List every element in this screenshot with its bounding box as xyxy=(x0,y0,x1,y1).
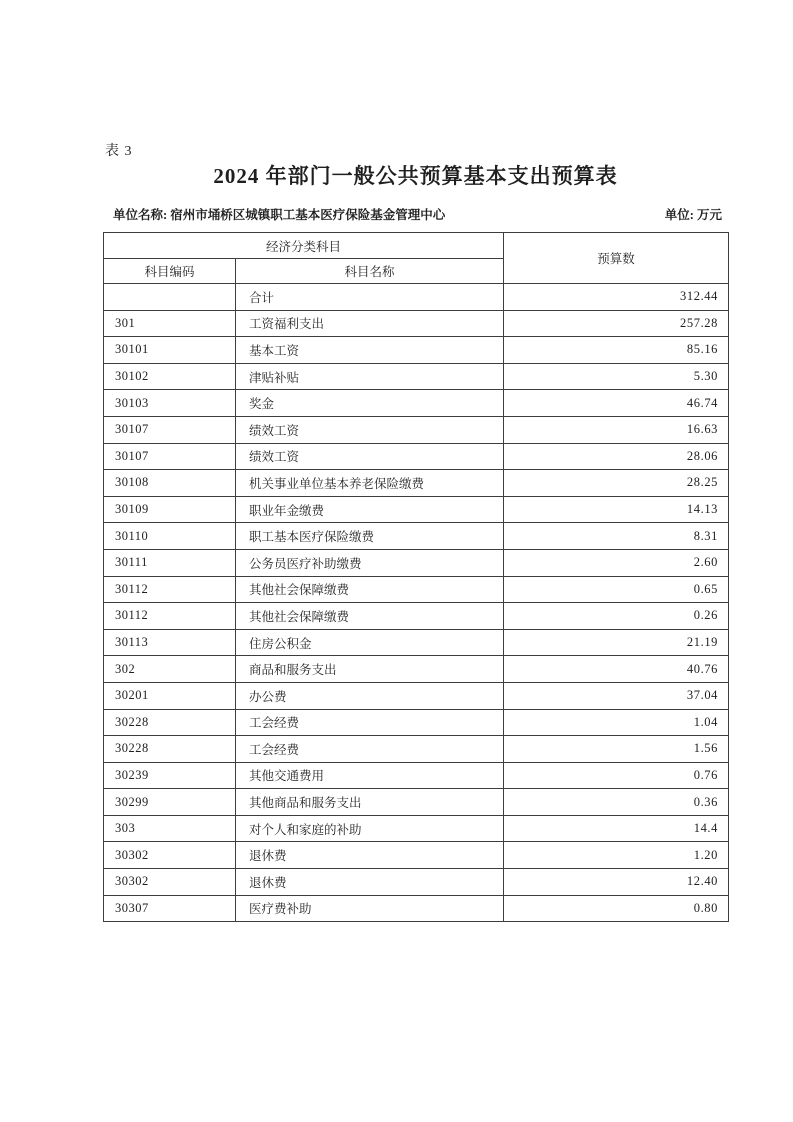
economic-classification-header: 经济分类科目 xyxy=(104,233,504,259)
table-row xyxy=(104,603,729,630)
cell-value: 28.06 xyxy=(504,443,729,470)
cell-code: 30201 xyxy=(104,682,236,709)
table-row xyxy=(104,629,729,656)
table-row xyxy=(104,337,729,364)
table-row xyxy=(104,363,729,390)
page-title: 2024 年部门一般公共预算基本支出预算表 xyxy=(213,164,618,188)
cell-value: 40.76 xyxy=(504,656,729,683)
budget-amount-header: 预算数 xyxy=(504,233,729,284)
table-row xyxy=(104,789,729,816)
table-row xyxy=(104,762,729,789)
cell-code: 30101 xyxy=(104,337,236,364)
table-row xyxy=(104,869,729,896)
cell-code: 30299 xyxy=(104,789,236,816)
cell-code: 301 xyxy=(104,310,236,337)
cell-code: 30302 xyxy=(104,869,236,896)
cell-value: 0.26 xyxy=(504,603,729,630)
cell-code: 30107 xyxy=(104,416,236,443)
cell-name: 职工基本医疗保险缴费 xyxy=(236,523,504,550)
cell-value: 46.74 xyxy=(504,390,729,417)
cell-code: 30102 xyxy=(104,363,236,390)
cell-code: 30111 xyxy=(104,549,236,576)
cell-value: 2.60 xyxy=(504,549,729,576)
cell-code: 30112 xyxy=(104,603,236,630)
table-row xyxy=(104,682,729,709)
cell-name: 其他交通费用 xyxy=(236,762,504,789)
cell-value: 1.20 xyxy=(504,842,729,869)
cell-name: 退休费 xyxy=(236,842,504,869)
cell-value: 14.13 xyxy=(504,496,729,523)
table-row xyxy=(104,576,729,603)
budget-table-header xyxy=(104,233,729,284)
table-row xyxy=(104,523,729,550)
cell-name: 绩效工资 xyxy=(236,416,504,443)
table-number-label: 表 3 xyxy=(105,144,133,159)
cell-name: 奖金 xyxy=(236,390,504,417)
cell-value: 5.30 xyxy=(504,363,729,390)
cell-name: 公务员医疗补助缴费 xyxy=(236,549,504,576)
cell-value: 0.76 xyxy=(504,762,729,789)
cell-name: 医疗费补助 xyxy=(236,895,504,922)
table-row xyxy=(104,443,729,470)
cell-name: 其他商品和服务支出 xyxy=(236,789,504,816)
table-row xyxy=(104,310,729,337)
cell-name: 基本工资 xyxy=(236,337,504,364)
table-meta-row xyxy=(103,205,728,223)
cell-value: 0.36 xyxy=(504,789,729,816)
cell-code xyxy=(104,284,236,311)
cell-code: 30107 xyxy=(104,443,236,470)
cell-name: 对个人和家庭的补助 xyxy=(236,815,504,842)
table-row xyxy=(104,736,729,763)
table-row xyxy=(104,842,729,869)
cell-name: 住房公积金 xyxy=(236,629,504,656)
cell-code: 303 xyxy=(104,815,236,842)
cell-code: 30109 xyxy=(104,496,236,523)
cell-value: 21.19 xyxy=(504,629,729,656)
cell-code: 30108 xyxy=(104,470,236,497)
cell-name: 工会经费 xyxy=(236,709,504,736)
cell-value: 85.16 xyxy=(504,337,729,364)
cell-code: 30228 xyxy=(104,709,236,736)
cell-value: 28.25 xyxy=(504,470,729,497)
cell-code: 30103 xyxy=(104,390,236,417)
cell-name: 工会经费 xyxy=(236,736,504,763)
header-row-group xyxy=(104,233,729,259)
table-row xyxy=(104,709,729,736)
table-row xyxy=(104,895,729,922)
table-row xyxy=(104,549,729,576)
cell-value: 1.56 xyxy=(504,736,729,763)
cell-code: 30302 xyxy=(104,842,236,869)
table-row xyxy=(104,496,729,523)
cell-name: 其他社会保障缴费 xyxy=(236,576,504,603)
cell-code: 30307 xyxy=(104,895,236,922)
cell-value: 12.40 xyxy=(504,869,729,896)
cell-name: 退休费 xyxy=(236,869,504,896)
table-row xyxy=(104,815,729,842)
cell-value: 8.31 xyxy=(504,523,729,550)
cell-name: 职业年金缴费 xyxy=(236,496,504,523)
budget-table-body xyxy=(104,284,729,922)
table-row xyxy=(104,416,729,443)
cell-code: 30228 xyxy=(104,736,236,763)
table-row xyxy=(104,284,729,311)
cell-name: 津贴补贴 xyxy=(236,363,504,390)
table-row xyxy=(104,656,729,683)
cell-name: 工资福利支出 xyxy=(236,310,504,337)
cell-value: 0.65 xyxy=(504,576,729,603)
cell-name: 绩效工资 xyxy=(236,443,504,470)
cell-name: 商品和服务支出 xyxy=(236,656,504,683)
cell-value: 1.04 xyxy=(504,709,729,736)
cell-value: 312.44 xyxy=(504,284,729,311)
cell-value: 37.04 xyxy=(504,682,729,709)
cell-name: 其他社会保障缴费 xyxy=(236,603,504,630)
cell-name: 机关事业单位基本养老保险缴费 xyxy=(236,470,504,497)
cell-code: 302 xyxy=(104,656,236,683)
cell-code: 30239 xyxy=(104,762,236,789)
budget-table xyxy=(103,232,729,922)
cell-value: 16.63 xyxy=(504,416,729,443)
table-row xyxy=(104,470,729,497)
subject-code-header: 科目编码 xyxy=(104,259,236,284)
cell-name: 办公费 xyxy=(236,682,504,709)
cell-value: 0.80 xyxy=(504,895,729,922)
cell-value: 257.28 xyxy=(504,310,729,337)
cell-name: 合计 xyxy=(236,284,504,311)
currency-unit-label: 单位: 万元 xyxy=(664,208,722,222)
table-row xyxy=(104,390,729,417)
unit-name-label: 单位名称: 宿州市埇桥区城镇职工基本医疗保险基金管理中心 xyxy=(113,208,446,222)
cell-code: 30113 xyxy=(104,629,236,656)
cell-code: 30112 xyxy=(104,576,236,603)
cell-value: 14.4 xyxy=(504,815,729,842)
cell-code: 30110 xyxy=(104,523,236,550)
subject-name-header: 科目名称 xyxy=(236,259,504,284)
